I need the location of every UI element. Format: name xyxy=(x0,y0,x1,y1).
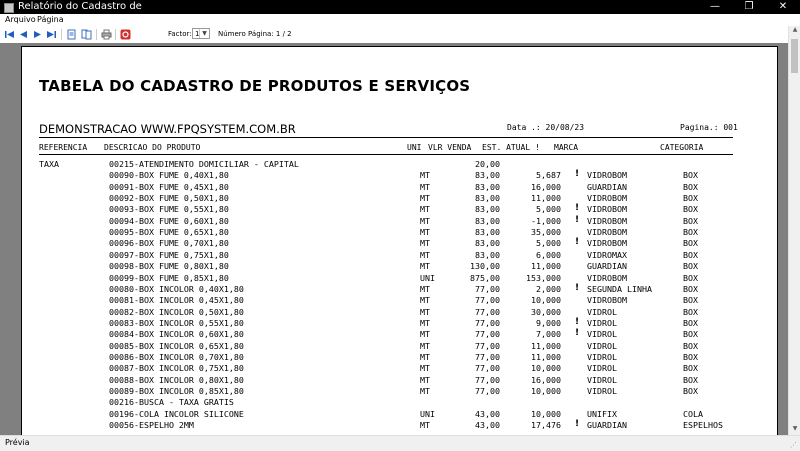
cell-marca: VIDROMAX xyxy=(587,249,627,260)
cell-descricao: 00096-BOX FUME 0,70X1,80 xyxy=(109,238,229,249)
cell-descricao: 00093-BOX FUME 0,55X1,80 xyxy=(109,204,229,215)
cell-uni: MT xyxy=(420,386,430,396)
scrollbar-thumb[interactable] xyxy=(791,39,798,73)
cell-uni: UNI xyxy=(420,272,435,283)
cell-categoria: BOX xyxy=(683,261,698,272)
stock-warning-flag: ! xyxy=(575,328,580,339)
cell-uni: MT xyxy=(420,295,430,306)
cell-uni: MT xyxy=(420,374,430,385)
cell-descricao: 00085-BOX INCOLOR 0,65X1,80 xyxy=(109,340,244,351)
cell-uni: MT xyxy=(420,215,430,226)
cell-referencia: TAXA xyxy=(39,159,59,169)
resize-grip-icon[interactable]: ⋰ xyxy=(790,441,797,449)
cell-vlr-venda: 83,00 xyxy=(475,170,500,181)
cell-marca: VIDROBOM xyxy=(587,215,627,226)
cell-vlr-venda: 83,00 xyxy=(475,227,500,238)
cell-est-atual: 16,000 xyxy=(531,181,561,192)
cell-est-atual: 5,000 xyxy=(536,204,561,215)
cell-marca: VIDROBOM xyxy=(587,295,627,306)
cell-categoria: BOX xyxy=(683,181,698,192)
cell-vlr-venda: 20,00 xyxy=(475,159,500,169)
cell-marca: VIDROBOM xyxy=(587,193,627,204)
cell-est-atual: 6,000 xyxy=(536,249,561,260)
two-pages-icon[interactable] xyxy=(81,29,92,40)
col-categoria: CATEGORIA xyxy=(660,143,704,152)
cell-marca: VIDROBOM xyxy=(587,238,627,249)
toolbar-separator xyxy=(115,29,116,40)
cell-vlr-venda: 130,00 xyxy=(470,261,500,272)
cell-est-atual: 9,000 xyxy=(536,317,561,328)
factor-select[interactable] xyxy=(192,28,210,39)
cell-uni: MT xyxy=(420,317,430,328)
factor-value: 1 xyxy=(195,30,200,38)
cell-uni: UNI xyxy=(420,408,435,419)
cell-marca: VIDROBOM xyxy=(587,204,627,215)
cell-marca: GUARDIAN xyxy=(587,181,627,192)
cell-descricao: 00094-BOX FUME 0,60X1,80 xyxy=(109,215,229,226)
minimize-button[interactable]: — xyxy=(710,1,720,12)
cell-categoria: ESPELHOS xyxy=(683,420,723,431)
col-uni: UNI xyxy=(407,143,422,152)
cell-categoria: BOX xyxy=(683,317,698,328)
cell-marca: GUARDIAN xyxy=(587,261,627,272)
cell-descricao: 00196-COLA INCOLOR SILICONE xyxy=(109,408,244,419)
cell-vlr-venda: 77,00 xyxy=(475,317,500,328)
cell-vlr-venda: 77,00 xyxy=(475,295,500,306)
cell-est-atual: 11,000 xyxy=(531,351,561,362)
cell-vlr-venda: 83,00 xyxy=(475,181,500,192)
scroll-up-icon[interactable]: ▲ xyxy=(792,26,798,33)
cell-marca: VIDROL xyxy=(587,340,617,351)
report-page-number: Pagina.: 001 xyxy=(680,123,738,132)
cell-uni: MT xyxy=(420,204,430,215)
cell-vlr-venda: 43,00 xyxy=(475,420,500,431)
cell-uni: MT xyxy=(420,363,430,374)
col-descricao: DESCRICAO DO PRODUTO xyxy=(104,143,201,152)
cell-marca: VIDROL xyxy=(587,306,617,317)
last-page-icon[interactable] xyxy=(46,29,57,40)
cell-descricao: 00098-BOX FUME 0,80X1,80 xyxy=(109,261,229,272)
cell-uni: MT xyxy=(420,420,430,431)
cell-vlr-venda: 77,00 xyxy=(475,340,500,351)
chevron-down-icon: ▼ xyxy=(199,29,209,38)
cell-marca: VIDROL xyxy=(587,386,617,396)
cell-vlr-venda: 77,00 xyxy=(475,329,500,340)
vertical-scrollbar[interactable] xyxy=(788,26,800,435)
cell-marca: VIDROL xyxy=(587,317,617,328)
cell-marca: VIDROL xyxy=(587,363,617,374)
report-page xyxy=(21,46,778,435)
cell-vlr-venda: 83,00 xyxy=(475,204,500,215)
cell-descricao: 00090-BOX FUME 0,40X1,80 xyxy=(109,170,229,181)
col-marca: MARCA xyxy=(554,143,579,152)
cell-marca: VIDROBOM xyxy=(587,170,627,181)
cell-descricao: 00083-BOX INCOLOR 0,55X1,80 xyxy=(109,317,244,328)
cell-uni: MT xyxy=(420,351,430,362)
cell-descricao: 00092-BOX FUME 0,50X1,80 xyxy=(109,193,229,204)
cell-vlr-venda: 77,00 xyxy=(475,374,500,385)
cell-uni: MT xyxy=(420,329,430,340)
window-controls xyxy=(698,0,800,14)
cell-uni: MT xyxy=(420,261,430,272)
cell-categoria: BOX xyxy=(683,329,698,340)
cell-vlr-venda: 83,00 xyxy=(475,193,500,204)
status-text: Prévia xyxy=(5,438,30,447)
cell-marca: SEGUNDA LINHA xyxy=(587,283,652,294)
report-date: Data .: 20/08/23 xyxy=(507,123,585,132)
stock-warning-flag: ! xyxy=(575,282,580,293)
cell-est-atual: 7,000 xyxy=(536,329,561,340)
cell-est-atual: 17,476 xyxy=(531,420,561,431)
cell-categoria: BOX xyxy=(683,272,698,283)
cell-descricao: 00056-ESPELHO 2MM xyxy=(109,420,194,431)
cell-descricao: 00097-BOX FUME 0,75X1,80 xyxy=(109,249,229,260)
cell-categoria: BOX xyxy=(683,306,698,317)
cell-est-atual: 30,000 xyxy=(531,306,561,317)
stock-warning-flag: ! xyxy=(575,203,580,214)
first-page-icon[interactable] xyxy=(4,29,15,40)
cell-uni: MT xyxy=(420,193,430,204)
cell-categoria: BOX xyxy=(683,227,698,238)
cell-est-atual: 11,000 xyxy=(531,340,561,351)
cell-categoria: BOX xyxy=(683,351,698,362)
print-icon[interactable] xyxy=(101,29,112,40)
prev-page-icon[interactable] xyxy=(18,29,29,40)
cell-est-atual: 153,000 xyxy=(526,272,561,283)
cell-est-atual: 5,000 xyxy=(536,238,561,249)
scroll-down-icon[interactable]: ▼ xyxy=(792,425,798,432)
cell-uni: MT xyxy=(420,249,430,260)
status-bar xyxy=(0,435,800,451)
cell-vlr-venda: 77,00 xyxy=(475,306,500,317)
stock-warning-flag: ! xyxy=(575,237,580,248)
cell-categoria: BOX xyxy=(683,215,698,226)
cell-descricao: 00087-BOX INCOLOR 0,75X1,80 xyxy=(109,363,244,374)
cell-est-atual: -1,000 xyxy=(531,215,561,226)
cell-vlr-venda: 77,00 xyxy=(475,351,500,362)
cell-descricao: 00082-BOX INCOLOR 0,50X1,80 xyxy=(109,306,244,317)
next-page-icon[interactable] xyxy=(32,29,43,40)
cell-marca: VIDROBOM xyxy=(587,227,627,238)
cell-categoria: BOX xyxy=(683,238,698,249)
cell-descricao: 00088-BOX INCOLOR 0,80X1,80 xyxy=(109,374,244,385)
close-button[interactable]: ✕ xyxy=(778,1,788,12)
cell-vlr-venda: 83,00 xyxy=(475,238,500,249)
cell-categoria: BOX xyxy=(683,170,698,181)
maximize-button[interactable]: ❐ xyxy=(744,1,754,12)
cell-est-atual: 16,000 xyxy=(531,374,561,385)
cell-est-atual: 35,000 xyxy=(531,227,561,238)
cell-categoria: BOX xyxy=(683,249,698,260)
cell-vlr-venda: 875,00 xyxy=(470,272,500,283)
cell-vlr-venda: 83,00 xyxy=(475,215,500,226)
cell-uni: MT xyxy=(420,238,430,249)
cell-marca: GUARDIAN xyxy=(587,420,627,431)
cell-vlr-venda: 83,00 xyxy=(475,249,500,260)
cell-descricao: 00089-BOX INCOLOR 0,85X1,80 xyxy=(109,386,244,396)
cell-descricao: 00099-BOX FUME 0,85X1,80 xyxy=(109,272,229,283)
header-rule-top xyxy=(39,137,733,138)
cell-descricao: 00215-ATENDIMENTO DOMICILIAR - CAPITAL xyxy=(109,159,299,169)
cell-marca: UNIFIX xyxy=(587,408,617,419)
window-title: Relatório do Cadastro de xyxy=(18,1,142,12)
cell-descricao: 00081-BOX INCOLOR 0,45X1,80 xyxy=(109,295,244,306)
toolbar-separator xyxy=(96,29,97,40)
title-bar xyxy=(0,0,800,14)
report-title: TABELA DO CADASTRO DE PRODUTOS E SERVIÇOS xyxy=(39,77,471,95)
cell-uni: MT xyxy=(420,181,430,192)
cell-descricao: 00091-BOX FUME 0,45X1,80 xyxy=(109,181,229,192)
cell-est-atual: 11,000 xyxy=(531,193,561,204)
cell-marca: VIDROBOM xyxy=(587,272,627,283)
factor-label: Factor: xyxy=(168,30,192,38)
header-rule-bottom xyxy=(39,154,733,155)
cell-marca: VIDROL xyxy=(587,351,617,362)
cell-categoria: BOX xyxy=(683,374,698,385)
stock-warning-flag: ! xyxy=(575,419,580,430)
app-icon xyxy=(4,3,14,13)
cell-est-atual: 5,687 xyxy=(536,170,561,181)
report-viewport[interactable] xyxy=(0,43,788,435)
cell-categoria: BOX xyxy=(683,340,698,351)
cell-vlr-venda: 77,00 xyxy=(475,363,500,374)
cell-vlr-venda: 77,00 xyxy=(475,283,500,294)
toolbar xyxy=(0,26,800,44)
company-name: DEMONSTRACAO WWW.FPQSYSTEM.COM.BR xyxy=(39,122,296,136)
cell-categoria: COLA xyxy=(683,408,703,419)
cell-categoria: BOX xyxy=(683,283,698,294)
cell-uni: MT xyxy=(420,306,430,317)
cell-est-atual: 10,000 xyxy=(531,408,561,419)
cell-categoria: BOX xyxy=(683,295,698,306)
col-referencia: REFERENCIA xyxy=(39,143,88,152)
cell-categoria: BOX xyxy=(683,386,698,396)
cell-est-atual: 10,000 xyxy=(531,386,561,396)
col-est-atual: EST. ATUAL ! xyxy=(482,143,540,152)
toolbar-separator xyxy=(61,29,62,40)
cell-uni: MT xyxy=(420,170,430,181)
menu-arquivo[interactable]: Arquivo xyxy=(5,15,36,24)
stock-warning-flag: ! xyxy=(575,316,580,327)
cell-est-atual: 10,000 xyxy=(531,295,561,306)
cell-uni: MT xyxy=(420,283,430,294)
menu-bar xyxy=(0,14,800,26)
cell-categoria: BOX xyxy=(683,204,698,215)
cell-marca: VIDROL xyxy=(587,374,617,385)
page-number-info: Número Página: 1 / 2 xyxy=(218,30,292,38)
cell-est-atual: 2,000 xyxy=(536,283,561,294)
menu-pagina[interactable]: Página xyxy=(37,15,64,24)
col-vlr-venda: VLR VENDA xyxy=(428,143,472,152)
cell-marca: VIDROL xyxy=(587,329,617,340)
cell-descricao: 00095-BOX FUME 0,65X1,80 xyxy=(109,227,229,238)
cell-vlr-venda: 43,00 xyxy=(475,408,500,419)
cell-descricao: 00086-BOX INCOLOR 0,70X1,80 xyxy=(109,351,244,362)
cell-vlr-venda: 77,00 xyxy=(475,386,500,396)
cell-categoria: BOX xyxy=(683,193,698,204)
stock-warning-flag: ! xyxy=(575,214,580,225)
cell-categoria: BOX xyxy=(683,363,698,374)
close-preview-icon[interactable] xyxy=(120,29,131,40)
cell-descricao: 00080-BOX INCOLOR 0,40X1,80 xyxy=(109,283,244,294)
cell-uni: MT xyxy=(420,340,430,351)
cell-uni: MT xyxy=(420,227,430,238)
single-page-icon[interactable] xyxy=(66,29,77,40)
cell-descricao: 00216-BUSCA - TAXA GRATIS xyxy=(109,397,234,408)
cell-est-atual: 11,000 xyxy=(531,261,561,272)
cell-descricao: 00084-BOX INCOLOR 0,60X1,80 xyxy=(109,329,244,340)
stock-warning-flag: ! xyxy=(575,169,580,180)
cell-est-atual: 10,000 xyxy=(531,363,561,374)
